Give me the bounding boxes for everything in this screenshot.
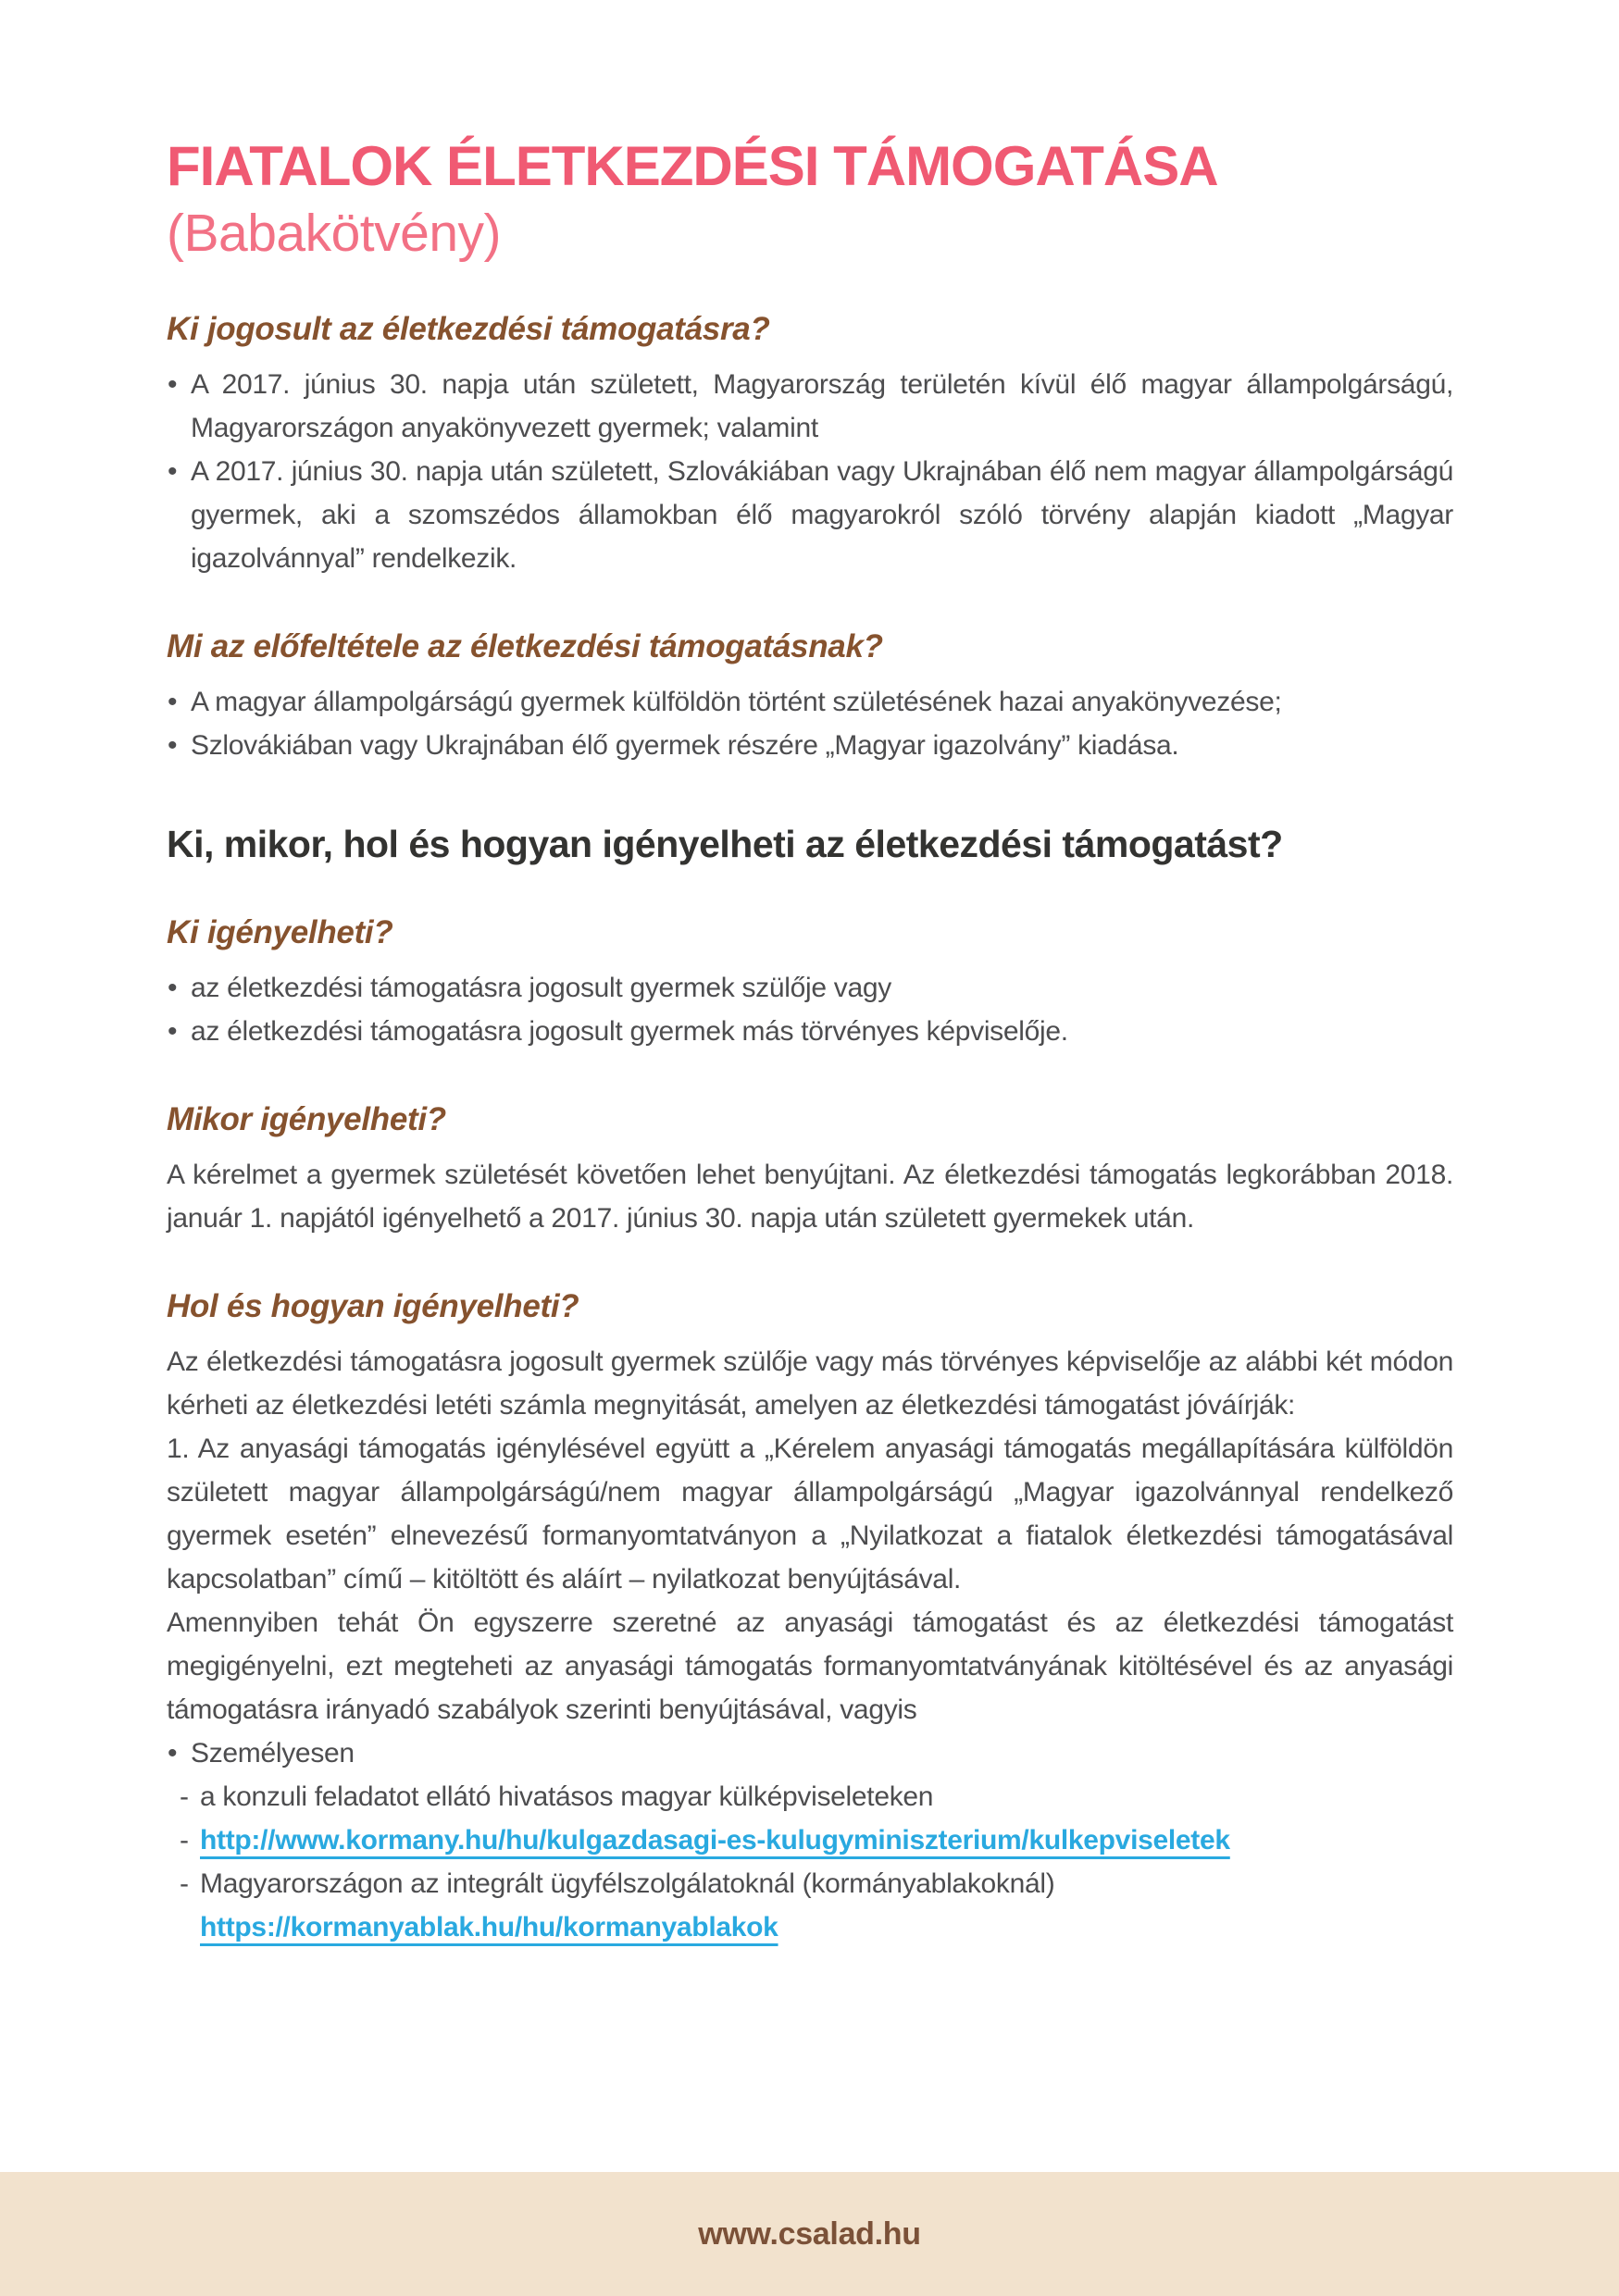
list-item [167, 1010, 1453, 1053]
list-item [167, 966, 1453, 1010]
in-person-label: Személyesen [191, 1737, 355, 1769]
list-item-text: A 2017. június 30. napja után született, Szlovákiában vagy Ukrajnában élő nem magyar állampolgárságú gyermek, aki a szomszédos államokban élő magyarokról szóló törvény alapján kiadott „Magyar igazolvánnyal” rendelkezik. [191, 455, 1453, 574]
bullet-icon: • [168, 729, 178, 761]
main-heading: Ki, mikor, hol és hogyan igényelheti az életkezdési támogatást? [167, 822, 1283, 865]
where-alternative-paragraph: Amennyiben tehát Ön egyszerre szeretné az anyasági támogatást és az életkezdési támogatást megigényelni, ezt megteheti az anyasági támogatás formanyomtatványának kitöltésével és az anyasági támogatásra irányadó szabályok szerinti benyújtásával, vagyis [167, 1607, 1453, 1725]
sub-list-item [167, 1818, 1453, 1862]
dash-icon: - [180, 1781, 189, 1812]
section-heading-eligibility: Ki jogosult az életkezdési támogatásra? [167, 310, 770, 347]
precondition-list [167, 680, 1453, 767]
list-item-text: az életkezdési támogatásra jogosult gyermek szülője vagy [191, 972, 891, 1003]
list-item [167, 363, 1453, 450]
kormany-hu-link[interactable]: http://www.kormany.hu/hu/kulgazdasagi-es-kulugyminiszterium/kulkepviseletek [200, 1824, 1230, 1855]
sub-list-item [167, 1775, 1453, 1818]
dash-icon: - [180, 1824, 189, 1855]
bullet-icon: • [168, 1015, 178, 1047]
list-item-text: A magyar állampolgárságú gyermek külföldön történt születésének hazai anyakönyvezése; [191, 686, 1282, 717]
section-heading-where: Hol és hogyan igényelheti? [167, 1287, 579, 1324]
page-subtitle: (Babakötvény) [167, 204, 502, 264]
sub-item-text: Magyarországon az integrált ügyfélszolgálatoknál (kormányablakoknál) [200, 1868, 1055, 1899]
dash-icon: - [180, 1868, 189, 1899]
list-item [167, 724, 1453, 767]
list-item-text: az életkezdési támogatásra jogosult gyermek más törvényes képviselője. [191, 1015, 1068, 1047]
document-content [167, 135, 1453, 1949]
list-item-text: Szlovákiában vagy Ukrajnában élő gyermek részére „Magyar igazolvány” kiadása. [191, 729, 1179, 761]
when-paragraph: A kérelmet a gyermek születését követően lehet benyújtani. Az életkezdési támogatás legkorábban 2018. január 1. napjától igényelhető a 2017. június 30. napja után született gyermekek után. [167, 1159, 1453, 1234]
list-item [167, 680, 1453, 724]
section-heading-when: Mikor igényelheti? [167, 1100, 446, 1137]
eligibility-list [167, 363, 1453, 580]
bullet-icon: • [168, 972, 178, 1003]
in-person-list [167, 1731, 1453, 1949]
footer-band [0, 2172, 1619, 2296]
who-list [167, 966, 1453, 1053]
where-intro-paragraph: Az életkezdési támogatásra jogosult gyermek szülője vagy más törvényes képviselője az alábbi két módon kérheti az életkezdési letéti számla megnyitását, amelyen az életkezdési támogatást jóváírják: [167, 1346, 1453, 1421]
bullet-icon: • [168, 368, 178, 400]
where-method1-paragraph: 1. Az anyasági támogatás igénylésével együtt a „Kérelem anyasági támogatás megállapítására külföldön született magyar állampolgárságú/nem magyar állampolgárságú „Magyar igazolvánnyal rendelkező gyermek esetén” elnevezésű formanyomtatványon a „Nyilatkozat a fiatalok életkezdési támogatásával kapcsolatban” című – kitöltött és aláírt – nyilatkozat benyújtásával. [167, 1433, 1453, 1595]
page-title: FIATALOK ÉLETKEZDÉSI TÁMOGATÁSA [167, 135, 1218, 197]
list-item-text: A 2017. június 30. napja után született, Magyarország területén kívül élő magyar állampolgárságú, Magyarországon anyakönyvezett gyermek; valamint [191, 368, 1453, 443]
section-heading-precondition: Mi az előfeltétele az életkezdési támogatásnak? [167, 627, 883, 664]
bullet-icon: • [168, 686, 178, 717]
sub-list-item [167, 1862, 1453, 1949]
footer-url: www.csalad.hu [698, 2215, 921, 2252]
in-person-sub-list [167, 1775, 1453, 1949]
section-heading-who: Ki igényelheti? [167, 913, 393, 950]
bullet-icon: • [168, 455, 178, 487]
list-item [167, 450, 1453, 580]
kormanyablak-link[interactable]: https://kormanyablak.hu/hu/kormanyablakok [200, 1911, 778, 1942]
bullet-icon: • [168, 1737, 178, 1769]
sub-item-text: a konzuli feladatot ellátó hivatásos magyar külképviseleteken [200, 1781, 934, 1812]
list-item [167, 1731, 1453, 1949]
